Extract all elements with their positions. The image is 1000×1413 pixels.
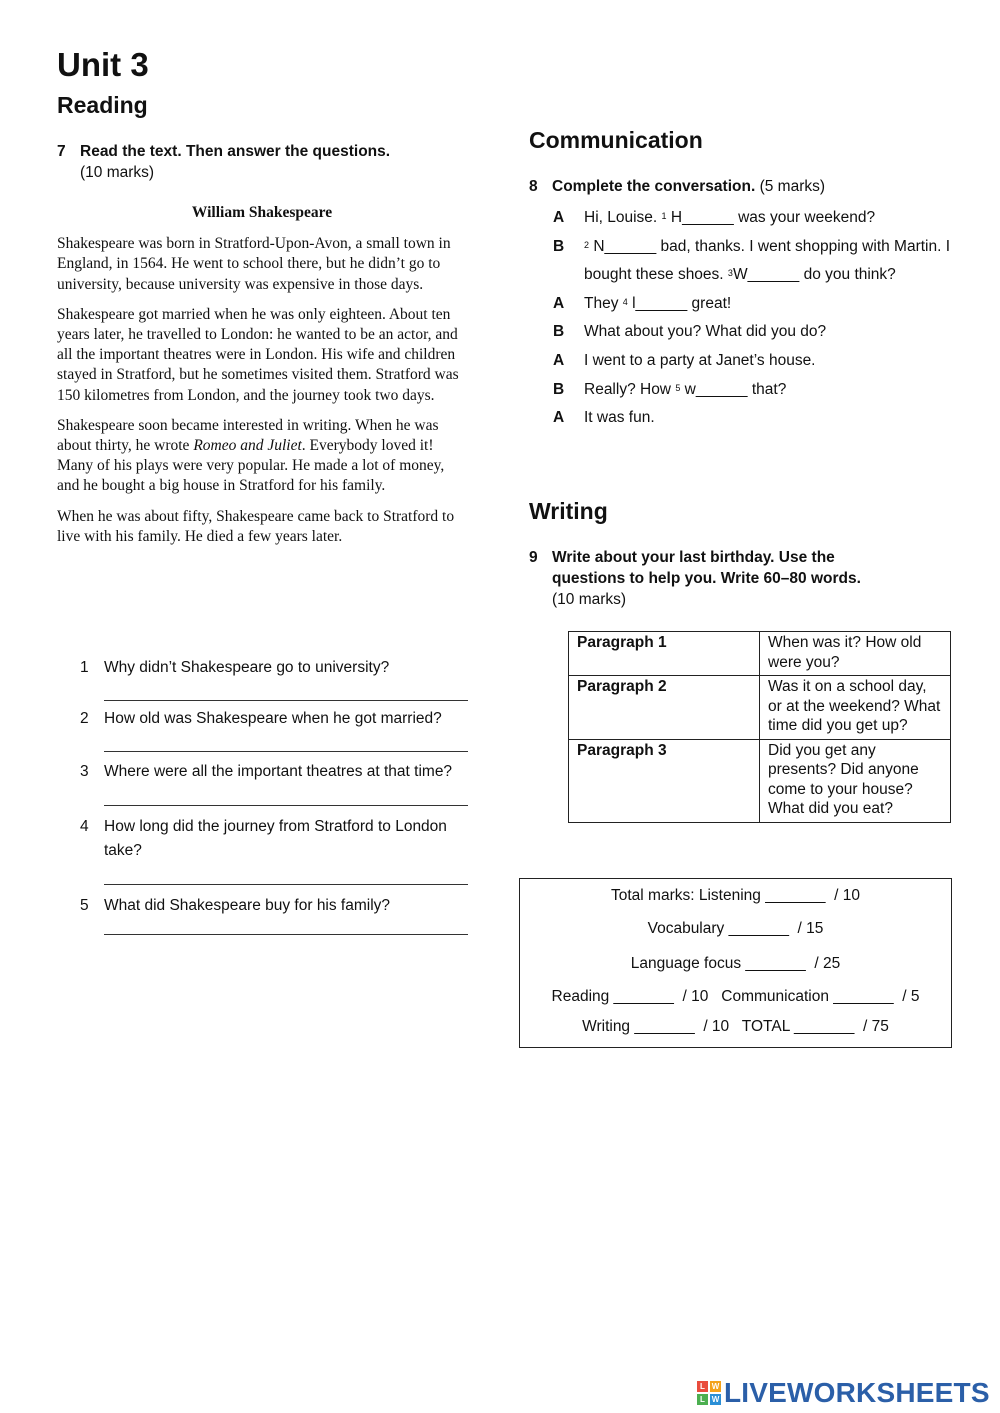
line-text: They — [584, 294, 623, 312]
question-marks: (10 marks) — [80, 164, 155, 181]
question-7-header — [57, 141, 487, 183]
article-paragraph: Shakespeare got married when he was only eighteen. About ten years later, he travelled to London: he wanted to be an actor, and all the important theatres were in London. His wife and children stayed in Stratford, but he sometimes visited them. Stratford was 150 kilometres from London, and the journey took two days. — [57, 305, 459, 404]
answer-line[interactable] — [104, 918, 468, 935]
question-8-header — [529, 176, 969, 197]
total-marks-row: Reading _______ / 10 Communication _______ / 5 — [551, 988, 920, 1005]
answer-line[interactable] — [104, 680, 468, 701]
paragraph-label: Paragraph 2 — [569, 676, 760, 740]
paragraph-prompt: Did you get any presents? Did anyone come to your house? What did you eat? — [760, 739, 951, 822]
gap-number: 4 — [622, 296, 628, 307]
speaker-label: A — [553, 294, 565, 312]
question-item — [80, 707, 475, 752]
question-number: 9 — [529, 549, 538, 566]
liveworksheets-logo[interactable] — [697, 1378, 990, 1408]
question-item-number: 5 — [80, 897, 89, 914]
reading-title: Reading — [57, 92, 148, 118]
question-item — [80, 760, 475, 806]
answer-line[interactable] — [104, 863, 468, 885]
table-row — [569, 632, 951, 676]
conversation-line — [553, 376, 963, 405]
conversation-line — [553, 204, 963, 233]
unit-title: Unit 3 — [57, 46, 149, 83]
answer-line[interactable] — [104, 731, 468, 752]
question-9-header — [529, 547, 909, 610]
table-row — [569, 676, 951, 740]
line-text: Really? How — [584, 380, 676, 398]
line-text: What about you? What did you do? — [584, 323, 827, 341]
speaker-label: A — [553, 209, 565, 226]
conversation — [553, 204, 963, 433]
question-item — [80, 656, 475, 701]
gap-text[interactable]: N______ bad, thanks. I went shopping with Martin. I bought these shoes. — [584, 237, 951, 284]
answer-line[interactable] — [104, 784, 468, 806]
question-item-text: Why didn’t Shakespeare go to university? — [104, 659, 390, 676]
play-title: Romeo and Juliet — [193, 437, 302, 455]
question-item-number: 4 — [80, 818, 89, 835]
speaker-label: A — [553, 351, 565, 369]
paragraph-label: Paragraph 1 — [569, 632, 760, 676]
question-marks: (5 marks) — [759, 178, 826, 195]
question-item-text: How long did the journey from Stratford to London take? — [104, 818, 447, 859]
question-item-number: 1 — [80, 659, 89, 676]
total-marks-row: Language focus _______ / 25 — [630, 955, 841, 972]
gap-number: 5 — [675, 382, 681, 393]
gap-number: 2 — [584, 239, 590, 250]
question-marks: (10 marks) — [552, 591, 627, 608]
conversation-line — [553, 347, 963, 376]
article-text: Shakespeare soon became interested in writing. When he was about thirty, he wrote — [57, 416, 439, 455]
gap-text[interactable]: H______ was your weekend? — [666, 209, 876, 226]
question-item-number: 3 — [80, 763, 89, 780]
question-instruction-text: Complete the conversation. — [552, 178, 756, 195]
communication-title: Communication — [529, 127, 703, 153]
total-marks-box — [519, 878, 952, 1048]
question-item — [80, 815, 475, 885]
logo-square: L — [697, 1394, 708, 1405]
total-marks-row: Writing _______ / 10 TOTAL _______ / 75 — [582, 1018, 889, 1035]
article-paragraph — [57, 416, 467, 497]
question-item-text: Where were all the important theatres at that time? — [104, 763, 453, 780]
gap-text[interactable]: w______ that? — [680, 380, 787, 398]
speaker-label: A — [553, 409, 565, 427]
conversation-line — [553, 233, 963, 290]
line-text: I went to a party at Janet’s house. — [584, 351, 816, 369]
question-number: 8 — [529, 178, 538, 195]
speaker-label: B — [553, 237, 565, 255]
gap-number: 1 — [661, 211, 667, 221]
conversation-line — [553, 404, 963, 433]
gap-text[interactable]: W______ do you think? — [732, 266, 896, 284]
table-row — [569, 739, 951, 822]
question-instruction: Write about your last birthday. Use the questions to help you. Write 60–80 words. — [552, 549, 861, 587]
article — [57, 203, 467, 557]
question-instruction — [552, 176, 969, 197]
line-text: It was fun. — [584, 409, 655, 427]
paragraph-prompt: When was it? How old were you? — [760, 632, 951, 676]
question-item-text: How old was Shakespeare when he got married? — [104, 710, 442, 727]
paragraph-label: Paragraph 3 — [569, 739, 760, 822]
logo-square: W — [711, 1382, 720, 1391]
article-title: William Shakespeare — [191, 204, 333, 221]
gap-text[interactable]: l______ great! — [627, 294, 732, 312]
conversation-line — [553, 290, 963, 319]
question-instruction: Read the text. Then answer the questions. — [80, 143, 391, 160]
logo-square: L — [697, 1381, 708, 1392]
question-item — [80, 894, 475, 935]
article-paragraph: Shakespeare was born in Stratford-Upon-Avon, a small town in England, in 1564. He went to school there, but he didn’t go to university, because university was expensive in those days. — [57, 235, 451, 293]
question-number: 7 — [57, 143, 66, 160]
line-text: Hi, Louise. — [584, 209, 662, 226]
paragraph-prompt: Was it on a school day, or at the weekend? What time did you get up? — [760, 676, 951, 740]
logo-text: LIVEWORKSHEETS — [724, 1377, 990, 1408]
total-marks-row: Total marks: Listening _______ / 10 — [610, 887, 860, 904]
article-text: . Everybody loved it! Many of his plays were very popular. He made a lot of money, and he bought a big house in Stratford for his family. — [57, 437, 445, 495]
writing-title: Writing — [529, 498, 608, 524]
logo-square: W — [711, 1395, 720, 1404]
reading-questions — [80, 656, 475, 935]
total-marks-row: Vocabulary _______ / 15 — [647, 920, 824, 937]
speaker-label: B — [553, 380, 565, 398]
question-item-number: 2 — [80, 710, 89, 727]
paragraph-plan-table — [568, 631, 951, 823]
article-paragraph: When he was about fifty, Shakespeare came back to Stratford to live with his family. He died a few years later. — [57, 507, 455, 545]
gap-number: 3 — [727, 268, 733, 279]
conversation-line — [553, 318, 963, 347]
question-item-text: What did Shakespeare buy for his family? — [104, 897, 391, 914]
liveworksheets-icon — [697, 1381, 721, 1405]
speaker-label: B — [553, 323, 565, 341]
